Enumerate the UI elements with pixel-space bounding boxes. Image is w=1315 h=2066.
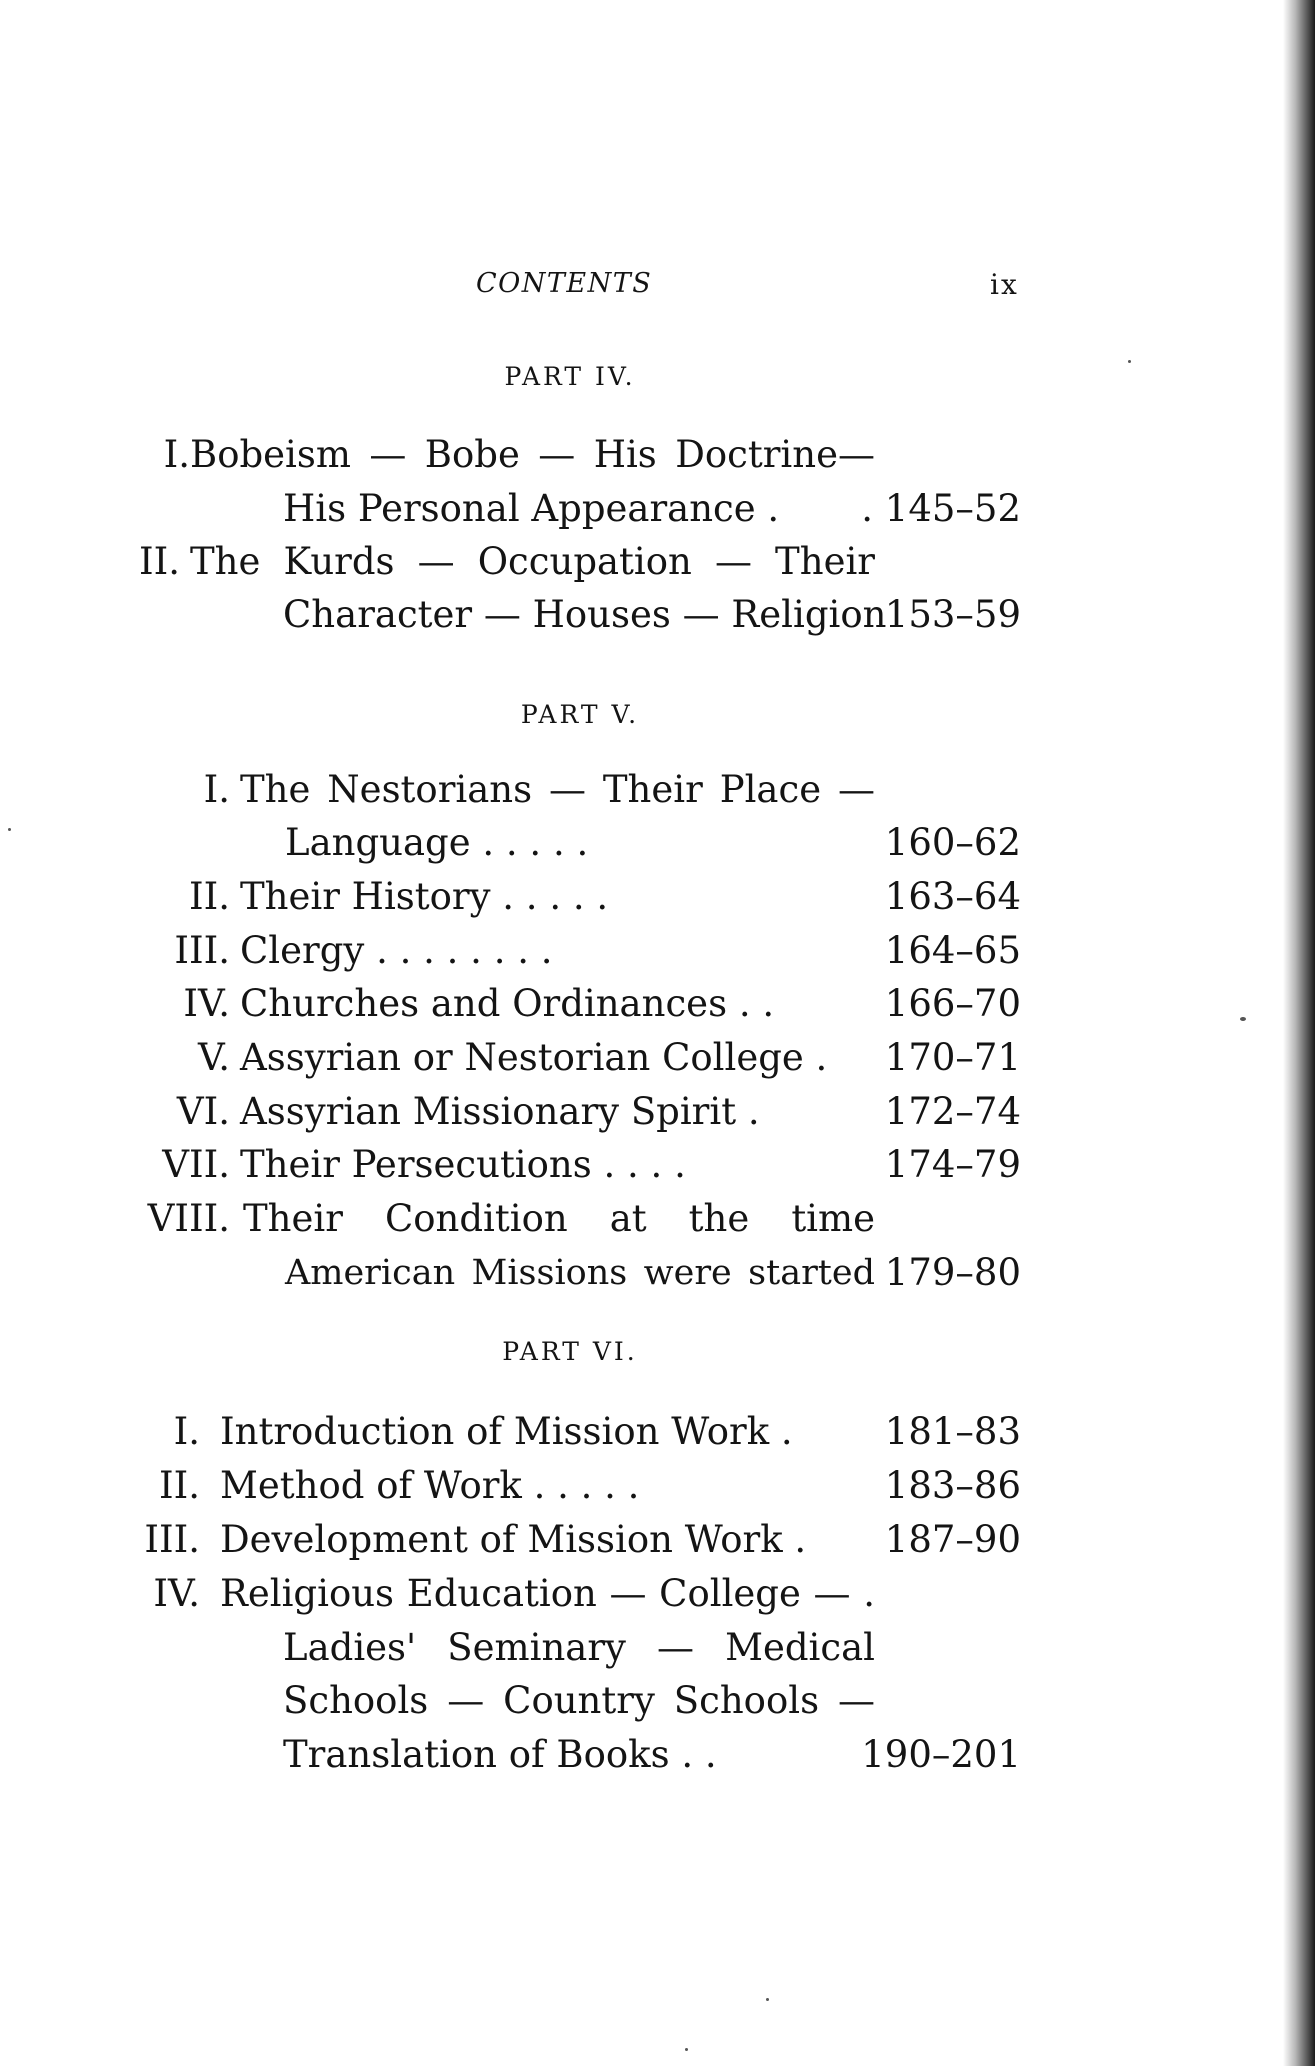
entry-numeral: VIII. (147, 1197, 230, 1240)
toc-entry-line (0, 1087, 1315, 1137)
toc-entry-line (0, 1569, 1315, 1619)
scan-speck (685, 2048, 688, 2051)
entry-title: Schools — Country Schools — (283, 1679, 875, 1722)
toc-entry-line (0, 872, 1315, 922)
entry-pages: . 145–52 (861, 487, 1021, 530)
toc-entry-line (0, 1194, 1315, 1244)
entry-title: Their Persecutions . . . . (240, 1143, 686, 1186)
entry-numeral: I. (163, 433, 190, 476)
entry-title: Clergy . . . . . . . . (240, 929, 553, 972)
scan-speck (1240, 1017, 1246, 1021)
entry-pages: 183–86 (884, 1464, 1021, 1507)
page-number: ix (990, 268, 1019, 301)
toc-entry-line (0, 1407, 1315, 1457)
toc-entry-line (0, 765, 1315, 815)
entry-numeral: II. (139, 540, 180, 583)
part-v-heading: PART V. (520, 700, 640, 729)
toc-entry-line (0, 590, 1315, 640)
scan-speck (8, 828, 11, 831)
toc-entry-line (0, 1248, 1315, 1298)
entry-title: Assyrian or Nestorian College . (240, 1036, 828, 1079)
toc-entry-line (0, 1623, 1315, 1673)
entry-pages: 160–62 (884, 821, 1021, 864)
toc-entry-line (0, 1730, 1315, 1780)
toc-entry-line (0, 484, 1315, 534)
entry-title: Method of Work . . . . . (220, 1464, 640, 1507)
entry-title: Assyrian Missionary Spirit . (240, 1090, 760, 1133)
entry-pages: 174–79 (884, 1143, 1021, 1186)
entry-title: Ladies' Seminary — Medical (283, 1626, 875, 1669)
entry-title: Character — Houses — Religion (283, 593, 887, 636)
entry-numeral: VII. (162, 1143, 230, 1186)
entry-pages: 163–64 (884, 875, 1021, 918)
entry-title: Bobeism — Bobe — His Doctrine— (190, 433, 875, 476)
toc-entry-line (0, 430, 1315, 480)
entry-pages: 172–74 (884, 1090, 1021, 1133)
entry-numeral: II. (189, 875, 230, 918)
entry-numeral: I. (173, 1410, 200, 1453)
toc-entry-line (0, 1515, 1315, 1565)
entry-numeral: VI. (176, 1090, 230, 1133)
entry-pages: 190–201 (861, 1733, 1021, 1776)
entry-title: American Missions were started (285, 1253, 875, 1293)
entry-title: Language . . . . . (285, 821, 589, 864)
toc-entry-line (0, 1140, 1315, 1190)
entry-pages: 153–59 (884, 593, 1021, 636)
entry-pages: 179–80 (884, 1251, 1021, 1294)
scan-speck (766, 1998, 769, 2001)
entry-title: Development of Mission Work . (220, 1518, 807, 1561)
entry-numeral: III. (144, 1518, 200, 1561)
entry-pages: 181–83 (884, 1410, 1021, 1453)
scan-speck (1128, 360, 1131, 363)
toc-entry-line (0, 818, 1315, 868)
entry-numeral: II. (159, 1464, 200, 1507)
entry-title: Churches and Ordinances . . (240, 982, 775, 1025)
entry-title: The Nestorians — Their Place — (240, 768, 875, 811)
toc-entry-line (0, 926, 1315, 976)
toc-entry-line (0, 537, 1315, 587)
entry-numeral: V. (197, 1036, 230, 1079)
entry-title: Introduction of Mission Work . (220, 1410, 793, 1453)
part-vi-heading: PART VI. (502, 1337, 638, 1366)
entry-numeral: I. (203, 768, 230, 811)
entry-pages: 164–65 (884, 929, 1021, 972)
toc-entry-line (0, 1033, 1315, 1083)
running-head-title: CONTENTS (476, 268, 653, 299)
part-iv-heading: PART IV. (504, 362, 636, 391)
toc-entry-line (0, 1676, 1315, 1726)
entry-numeral: IV. (153, 1572, 200, 1615)
entry-title: The Kurds — Occupation — Their (190, 540, 875, 583)
entry-title: Their History . . . . . (240, 875, 609, 918)
toc-entry-line (0, 979, 1315, 1029)
entry-pages: 166–70 (884, 982, 1021, 1025)
entry-title: Religious Education — College — . (220, 1572, 875, 1615)
entry-title: Their Condition at the time (243, 1197, 875, 1240)
running-head (0, 268, 1315, 308)
entry-title: Translation of Books . . (283, 1733, 717, 1776)
entry-pages: 187–90 (884, 1518, 1021, 1561)
toc-entry-line (0, 1461, 1315, 1511)
entry-numeral: IV. (183, 982, 230, 1025)
entry-numeral: III. (174, 929, 230, 972)
entry-pages: 170–71 (884, 1036, 1021, 1079)
entry-title: His Personal Appearance . (283, 487, 780, 530)
